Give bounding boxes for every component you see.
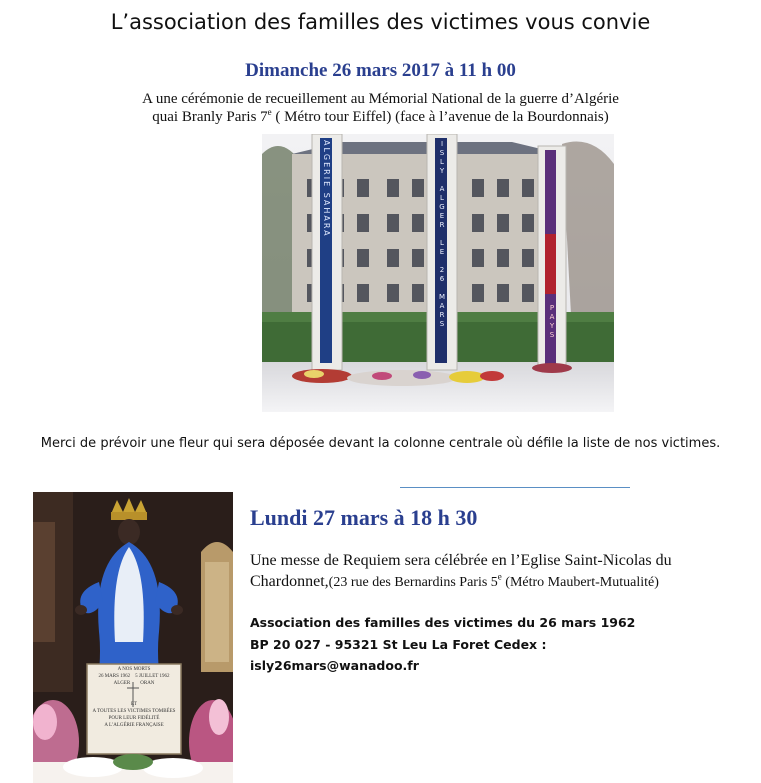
column-text-center: ISLY ALGER LE 26 MARS xyxy=(438,140,446,329)
event1-line2-a: quai Branly Paris 7 xyxy=(152,109,268,125)
plaque-line-1: A NOS MORTS xyxy=(117,667,151,672)
statue-photo xyxy=(33,492,233,783)
plaque-line-2 xyxy=(87,673,181,680)
plaque-line-6: POUR LEUR FIDÉLITÉ xyxy=(108,716,160,721)
event1-line2-sup: e xyxy=(267,107,272,117)
flower-note: Merci de prévoir une fleur qui sera déposée devant la colonne centrale où défile la liste de nos victimes. xyxy=(40,436,721,451)
plaque-line-5: A TOUTES LES VICTIMES TOMBÉES xyxy=(92,709,176,714)
plaque-date-alger: 26 MARS 1962 xyxy=(98,674,131,679)
plaque-date-oran: 5 JUILLET 1962 xyxy=(135,674,170,679)
column-text-right: PAYS xyxy=(548,304,556,340)
event2-desc-c: (Métro Maubert-Mutualité) xyxy=(501,575,659,590)
event1-date: Dimanche 26 mars 2017 à 11 h 00 xyxy=(245,60,516,81)
column-text-left: ALGERIE SAHARA xyxy=(322,140,331,238)
event1-line2 xyxy=(0,109,761,126)
plaque-line-3 xyxy=(87,680,181,687)
event2-description xyxy=(250,550,750,593)
contact-address: BP 20 027 - 95321 St Leu La Foret Cedex : xyxy=(250,637,547,652)
plaque-city-alger: ALGER xyxy=(113,681,131,686)
plaque-city-oran: ORAN xyxy=(140,681,155,686)
event2-desc-sup: e xyxy=(497,571,502,582)
page-title: L’association des familles des victimes vous convie xyxy=(110,10,651,34)
plaque-line-4: ET xyxy=(130,702,138,707)
section-divider xyxy=(400,487,630,488)
plaque-text xyxy=(87,666,181,729)
contact-email-link[interactable]: isly26mars@wanadoo.fr xyxy=(250,658,419,673)
memorial-photo xyxy=(262,134,614,412)
event2-date: Lundi 27 mars à 18 h 30 xyxy=(250,505,478,530)
event2-desc-a: Une messe de Requiem sera célébrée en l’Eglise Saint-Nicolas du Chardonnet, xyxy=(250,552,672,590)
event1-line1: A une cérémonie de recueillement au Mémorial National de la guerre d’Algérie xyxy=(142,91,619,107)
plaque-line-7: A L’ALGÉRIE FRANÇAISE xyxy=(104,723,164,728)
contact-name: Association des familles des victimes du 26 mars 1962 xyxy=(250,615,636,630)
event2-desc-b: (23 rue des Bernardins Paris 5 xyxy=(328,575,498,590)
event1-line2-b: ( Métro tour Eiffel) (face à l’avenue de la Bourdonnais) xyxy=(271,109,609,125)
